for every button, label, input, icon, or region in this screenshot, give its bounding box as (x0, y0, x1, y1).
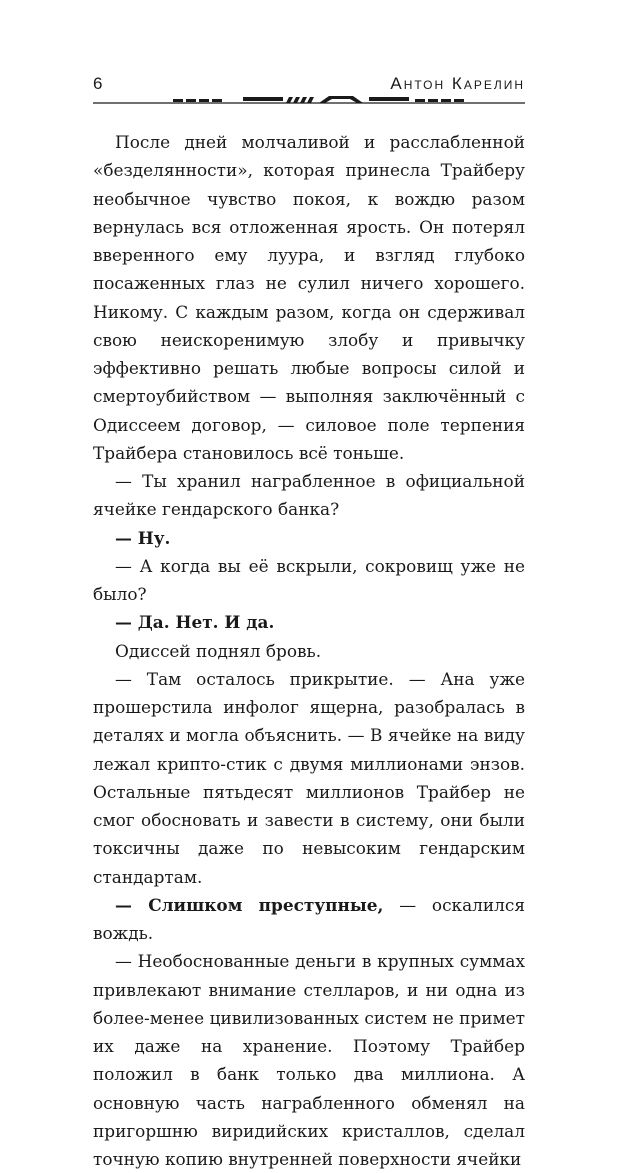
paragraph: Одиссей поднял бровь. (115, 640, 322, 661)
dialogue-attribution: — оскалился вождь. (93, 894, 525, 943)
chapter-text (93, 128, 525, 1173)
paragraph: После дней молчаливой и расслабленной «безделянности», которая принесла Трайберу необычное чувство покоя, к вождю разом вернулась вся отложенная ярость. Он потерял вверенного ему луура, и взгляд глубоко посаженных глаз не сулил ничего хорошего. Никому. С каждым разом, когда он сдерживал свою неискоренимую злобу и привычку эффективно решать любые вопросы силой и смертоубийством — выполняя заключённый с Одиссеем договор, — силовое поле терпения Трайбера становилось всё тоньше. (93, 132, 525, 463)
running-header (93, 60, 525, 106)
dialogue-line: — Необоснованные деньги в крупных суммах привлекают внимание стелларов, и ни одна из более-менее цивилизованных систем не примет их даже на хранение. Поэтому Трайбер положил в банк только два миллиона. А основную часть награбленного обменял на пригоршню виридийских кристаллов, сделал точную копию внутренней поверхности ячейки (93, 951, 525, 1169)
dialogue-line: — Там осталось прикрытие. — Ана уже прошерстила инфолог ящерна, разобралась в деталях и могла объяснить. — В ячейке на виду лежал крипто-стик с двумя миллионами энзов. Остальные пятьдесят миллионов Трайбер не смог обосновать и завести в систему, они были токсичны даже по невысоким гендарским стандартам. (93, 668, 525, 887)
dialogue-line (93, 891, 525, 948)
dialogue-line (93, 524, 525, 552)
page-number: 6 (93, 74, 104, 93)
bold-dialogue: — Да. Нет. И да. (115, 612, 275, 633)
dialogue-line: — А когда вы её вскрыли, сокровищ уже не было? (93, 555, 525, 604)
dialogue-line (93, 608, 525, 636)
header-ornament (93, 94, 525, 108)
author-name: Антон Карелин (390, 74, 525, 93)
dialogue-line: — Ты хранил награбленное в официальной ячейке гендарского банка? (93, 471, 525, 520)
bold-dialogue: — Слишком преступные, (115, 894, 384, 915)
bold-dialogue: — Ну. (115, 527, 171, 548)
